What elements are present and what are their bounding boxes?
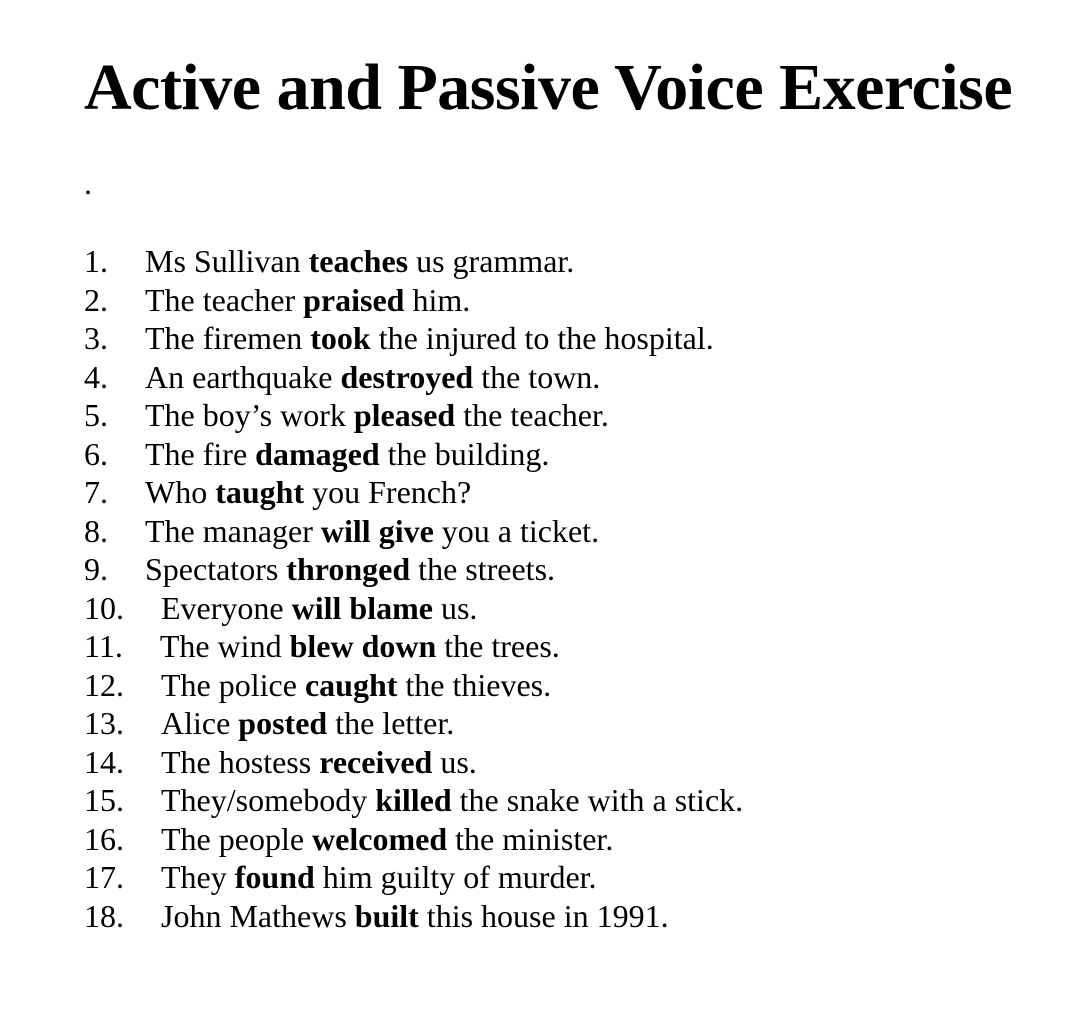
item-number: 4.: [84, 358, 108, 395]
sentence-pre: Ms Sullivan: [145, 243, 309, 279]
item-sentence: [145, 550, 555, 589]
sentence-pre: The teacher: [145, 281, 304, 318]
item-sentence: [161, 743, 477, 782]
worksheet-page: [0, 50, 1080, 935]
sentence-pre: The police: [161, 666, 305, 703]
sentence-post: the minister.: [447, 820, 614, 857]
item-number: 18.: [84, 897, 124, 934]
sentence-verb: found: [234, 859, 315, 895]
exercise-item-1: [84, 242, 1080, 281]
sentence-verb: praised: [303, 281, 405, 318]
sentence-pre: An earthquake: [145, 358, 341, 395]
sentence-post: us grammar.: [408, 243, 575, 279]
item-number: 6.: [84, 435, 108, 472]
sentence-verb: pleased: [353, 397, 456, 433]
sentence-pre: They/somebody: [161, 782, 376, 818]
exercise-item-14: [84, 743, 1080, 782]
sentence-verb: blew down: [289, 628, 437, 664]
exercise-item-11: [84, 627, 1080, 666]
item-sentence: [145, 242, 574, 281]
item-number: 10.: [84, 589, 124, 626]
item-sentence: [145, 319, 714, 358]
item-sentence: [145, 473, 471, 512]
item-sentence: [161, 666, 551, 705]
item-number: 14.: [84, 743, 124, 780]
exercise-item-2: [84, 281, 1080, 320]
exercise-item-7: [84, 473, 1080, 512]
sentence-verb: killed: [375, 782, 452, 818]
sentence-pre: They: [161, 859, 235, 895]
sentence-post: the thieves.: [397, 666, 552, 703]
stray-period: .: [84, 165, 92, 201]
item-number: 13.: [84, 705, 124, 741]
exercise-item-17: [84, 858, 1080, 897]
sentence-verb: will give: [320, 512, 434, 549]
item-sentence: [161, 704, 454, 743]
sentence-post: you French?: [304, 474, 472, 510]
sentence-post: this house in 1991.: [418, 897, 669, 934]
sentence-verb: took: [310, 320, 371, 356]
item-sentence: [145, 281, 470, 320]
sentence-pre: Everyone: [161, 589, 292, 626]
sentence-post: the teacher.: [455, 397, 609, 433]
exercise-item-5: [84, 396, 1080, 435]
sentence-pre: The boy’s work: [145, 397, 354, 433]
sentence-verb: welcomed: [312, 820, 448, 857]
sentence-verb: built: [354, 897, 419, 934]
sentence-post: us.: [432, 589, 478, 626]
sentence-pre: The wind: [159, 628, 290, 664]
exercise-item-6: [84, 435, 1080, 474]
exercise-item-12: [84, 666, 1080, 705]
sentence-verb: thronged: [286, 551, 411, 587]
sentence-pre: Spectators: [145, 551, 287, 587]
item-sentence: [145, 435, 549, 474]
item-number: 2.: [84, 281, 108, 318]
item-sentence: [145, 512, 599, 551]
sentence-pre: John Mathews: [161, 897, 355, 934]
exercise-item-9: [84, 550, 1080, 589]
sentence-post: the building.: [379, 435, 550, 472]
item-sentence: [160, 627, 560, 666]
exercise-item-10: [84, 589, 1080, 628]
item-sentence: [145, 396, 609, 435]
sentence-verb: taught: [215, 474, 305, 510]
sentence-pre: The hostess: [161, 743, 320, 780]
sentence-verb: damaged: [255, 435, 380, 472]
exercise-item-8: [84, 512, 1080, 551]
sentence-verb: posted: [238, 705, 328, 741]
exercise-item-3: [84, 319, 1080, 358]
item-sentence: [161, 858, 597, 897]
sentence-pre: The firemen: [145, 320, 311, 356]
item-sentence: [161, 781, 743, 820]
item-number: 3.: [84, 320, 108, 356]
exercise-item-13: [84, 704, 1080, 743]
sentence-pre: The manager: [145, 512, 321, 549]
exercise-item-4: [84, 358, 1080, 397]
item-number: 9.: [84, 551, 108, 587]
sentence-post: the town.: [473, 358, 601, 395]
item-number: 7.: [84, 474, 108, 510]
sentence-pre: Alice: [161, 705, 239, 741]
sentence-post: him.: [404, 281, 471, 318]
item-number: 12.: [84, 666, 124, 703]
sentence-post: the streets.: [410, 551, 556, 587]
sentence-pre: The fire: [145, 435, 256, 472]
item-number: 1.: [84, 243, 108, 279]
item-sentence: [161, 820, 613, 859]
page-title: Active and Passive Voice Exercise: [84, 51, 1013, 124]
exercise-item-15: [84, 781, 1080, 820]
sentence-post: us.: [432, 743, 477, 780]
item-number: 5.: [84, 397, 108, 433]
sentence-verb: will blame: [291, 589, 433, 626]
sentence-pre: The people: [161, 820, 313, 857]
sentence-post: him guilty of murder.: [314, 859, 597, 895]
item-sentence: [145, 358, 600, 397]
sentence-post: the injured to the hospital.: [370, 320, 714, 356]
exercise-item-16: [84, 820, 1080, 859]
sentence-verb: teaches: [308, 243, 409, 279]
item-sentence: [161, 589, 477, 628]
item-number: 16.: [84, 820, 124, 857]
item-number: 17.: [84, 859, 124, 895]
exercise-item-18: [84, 897, 1080, 936]
sentence-post: you a ticket.: [433, 512, 600, 549]
sentence-pre: Who: [145, 474, 216, 510]
sentence-post: the snake with a stick.: [451, 782, 744, 818]
exercise-list: [84, 242, 1080, 935]
item-number: 8.: [84, 512, 108, 549]
sentence-verb: received: [319, 743, 433, 780]
item-number: 11.: [84, 628, 123, 664]
sentence-post: the trees.: [436, 628, 560, 664]
item-sentence: [161, 897, 669, 936]
sentence-post: the letter.: [327, 705, 455, 741]
sentence-verb: destroyed: [340, 358, 474, 395]
item-number: 15.: [84, 782, 124, 818]
sentence-verb: caught: [304, 666, 398, 703]
